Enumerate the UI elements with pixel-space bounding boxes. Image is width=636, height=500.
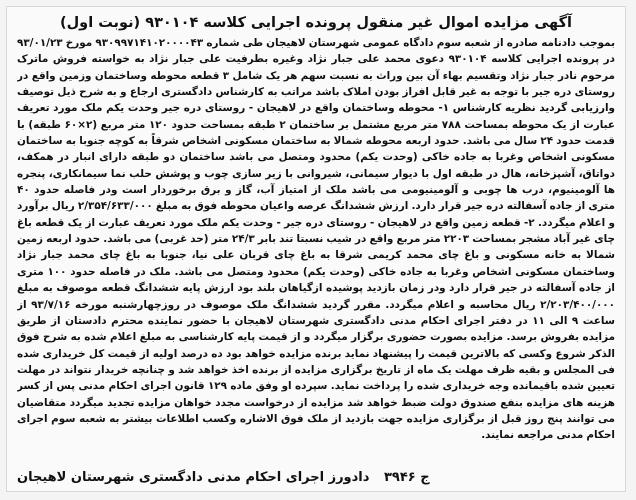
notice-signature: دادورز اجرای احکام مدنی دادگستری شهرستان لاهیجان: [17, 470, 370, 485]
notice-signature-line: [17, 470, 430, 485]
notice-title: آگهی مزایده اموال غیر منقول پرونده اجرایی کلاسه ۹۳۰۱۰۴ (نوبت اول): [59, 15, 573, 31]
notice-body: بموجب دادنامه صادره از شعبه سوم دادگاه عمومی شهرستان لاهیجان طی شماره ۹۳۰۹۹۷۱۴۱۰۲۰۰۰۰۴۳ مورخ ۹۳/۰۱/۲۳ در پرونده اجرایی کلاسه ۹۳۰۱۰۴ دعوی محمد علی جبار نژاد وغیره بطرفیت علی جبار نژاد به خواسته فروش ماترک مرحوم نادر جبار نژاد وتقسیم بهاء آن بین وراث به نسبت سهم هر یک شامل ۳ قطعه محوطه وساختمان وزمین واقع در روستای دره جیر با توجه به غیر قابل افراز بودن املاک باشد مراتب به کارشناس دادگستری ارجاع و به شرح ذیل توصیف وارزیابی گردید نظریه کارشناس ۱- محوطه وساختمان واقع در لاهیجان - روستای دره جیر وحدت یکم ملک مورد تعریف عبارت از یک محوطه بمساحت ۷۸۸ متر مربع مشتمل بر ساختمان ۲ طبقه بمساحت حدود ۱۲۰ متر مربع (۲×۶۰ طبقه) با قدمت حدود ۲۴ سال می باشد. حدود اربعه محوطه شمالا به ساختمان مسکونی اشخاص شرقاً به کوچه جنوبا به ساختمان مسکونی اشخاص وغربا به جاده خاکی (وحدت یکم) محدود ومتصل می باشد ساختمان دو طبقه دارای انبار در همکف، دواتاق، آشپزخانه، هال در طبقه اول با دیوار سیمانی، شیروانی با زیر سازی چوب و پوشش حلب نما سیمانکاری، پنجره ها آلومینیوم، درب ها چوبی و آلومینیومی می باشد ملک از امتیاز آب، گاز و برق برخوردار است ودر فاصله حدود ۴۰ متری از جاده آسفالته دره جیر قرار دارد. ارزش ششدانگ عرصه واعیان محوطه فوق به مبلغ ۲/۳۵۴/۶۳۳/۰۰۰ ریال برآورد و اعلام میگردد. ۲- قطعه زمین واقع در لاهیجان - روستای دره جیر - وحدت یکم ملک مورد تعریف عبارت از یک قطعه باغ چای غیر آباد مشجر بمساحت ۲۲۰۳ متر مربع واقع در شیب نسبتا تند بابر ۲۴/۳ متر (حد غربی) می باشد. حدود اربعه زمین شمالا به خانه مسکونی و باغ چای محمد کریمی شرقا به باغ چای قربان علی نیا، جنوبا به باغ چای محمد جبار نژاد وساختمان مسکونی اشخاص وغربا به جاده خاکی (وحدت یکم) محدود ومتصل می باشد. ملک در فاصله حدود ۱۰۰ متری از جاده آسفالته در جیر قرار دارد ودر زمان بازدید پوشیده ازگیاهان بلند بود ارزش پایه ششدانگ قطعه موصوف به مبلغ ۲/۲۰۳/۴۰۰/۰۰۰ ریال محاسبه و اعلام میگردد. مقرر گردید ششدانگ ملک موصوف در روزچهارشنبه مورخه ۹۳/۷/۱۶ از ساعت ۹ الی ۱۱ در دفتر اجرای احکام مدنی دادگستری شهرستان لاهیجان با حضور نماینده محترم دادستان از طریق مزایده بفروش برسد. مزایده بصورت حضوری برگزار میگردد و از قیمت پایه کارشناسی به مبلغ اعلام شده به شرح فوق الذکر شروع وکسی که بالاترین قیمت را پیشنهاد نماید برنده مزایده خواهد بود ده درصد اولیه از قیمت کل خریداری شده فی المجلس و بقیه ظرف مهلت یک ماه از تاریخ برگزاری مزایده از برنده اخذ خواهد شد و چنانچه خریدار نتواند در مهلت تعیین شده باقیمانده وجه خریداری شده را پرداخت نماید. سپرده او وفق ماده ۱۲۹ قانون اجرای احکام مدنی پس از کسر هزینه های مزایده بنفع صندوق دولت ضبط خواهد شد مزایده از درخواست مجدد خواهان مزایده تجدید میگردد متقاضیان می توانند پنج روز قبل از برگزاری مزایده جهت بازدید از ملک فوق الاشاره وکسب اطلاعات بیشتر به شعبه سوم اجرای احکام مدنی مراجعه نمایند.: [17, 37, 615, 442]
notice-reference-number: ج ۳۹۴۶: [383, 470, 430, 485]
auction-notice: [6, 6, 626, 492]
